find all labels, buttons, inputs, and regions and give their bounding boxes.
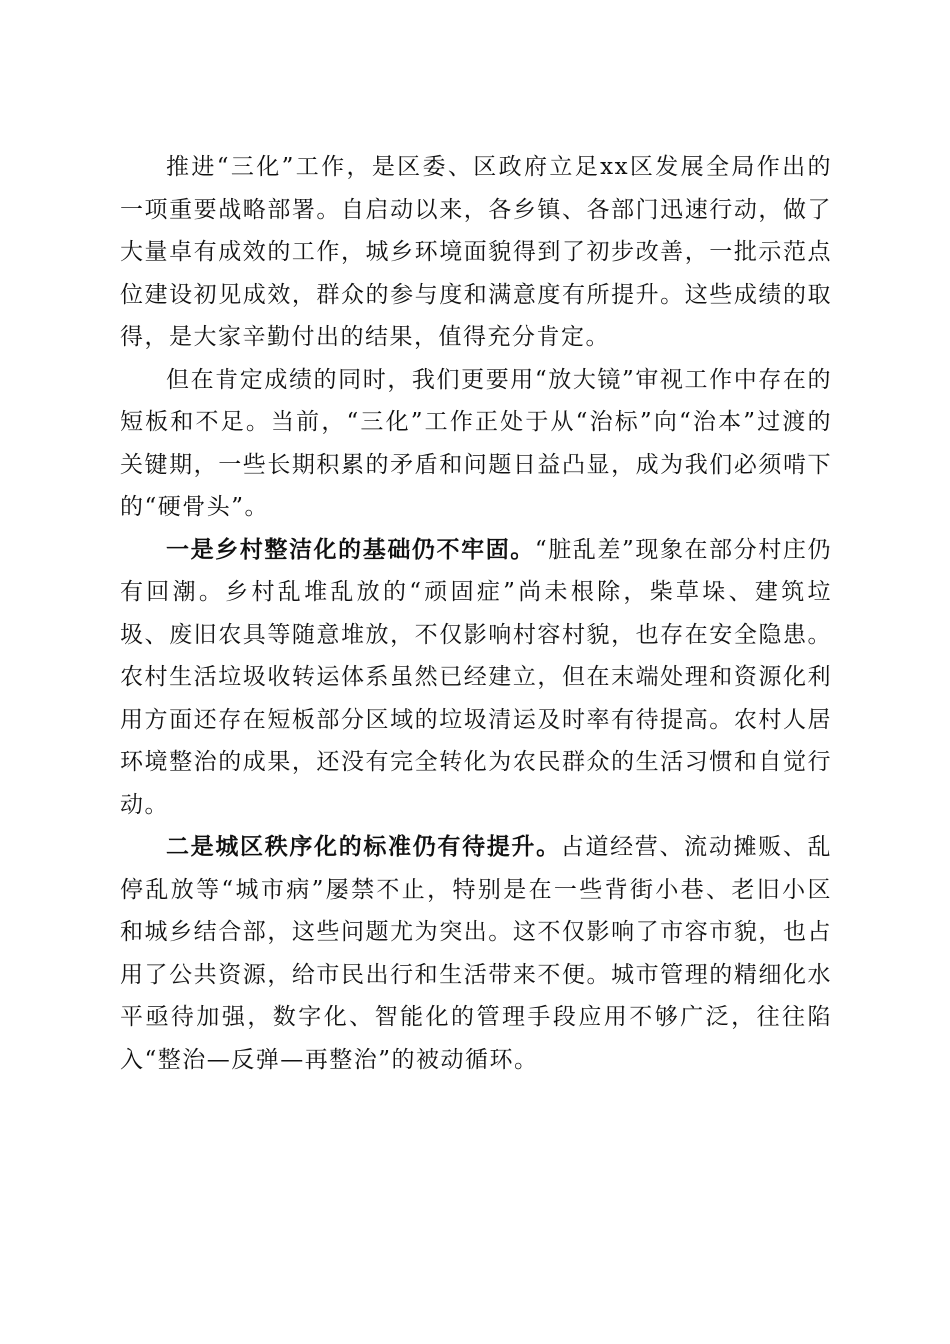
paragraph-rural-cleanliness bbox=[120, 529, 832, 827]
paragraph-text: 但在肯定成绩的同时，我们更要用“放大镜”审视工作中存在的短板和不足。当前，“三化”工作正处于从“治标”向“治本”过渡的关键期，一些长期积累的矛盾和问题日益凸显，成为我们必须啃下的“硬骨头”。 bbox=[120, 366, 832, 520]
paragraph-lead: 二是城区秩序化的标准仍有待提升。 bbox=[166, 833, 561, 860]
paragraph-urban-order bbox=[120, 826, 832, 1081]
paragraph-lead: 一是乡村整洁化的基础仍不牢固。 bbox=[166, 535, 535, 563]
paragraph-text: 推进“三化”工作，是区委、区政府立足xx区发展全局作出的一项重要战略部署。自启动以来，各乡镇、各部门迅速行动，做了大量卓有成效的工作，城乡环境面貌得到了初步改善，一批示范点位建设初见成效，群众的参与度和满意度有所提升。这些成绩的取得，是大家辛勤付出的结果，值得充分肯定。 bbox=[120, 154, 832, 350]
document-body bbox=[120, 146, 832, 1081]
paragraph-text: 占道经营、流动摊贩、乱停乱放等“城市病”屡禁不止，特别是在一些背街小巷、老旧小区和城乡结合部，这些问题尤为突出。这不仅影响了市容市貌，也占用了公共资源，给市民出行和生活带来不便。城市管理的精细化水平亟待加强，数字化、智能化的管理手段应用不够广泛，往往陷入“整治—反弹—再整治”的被动循环。 bbox=[120, 834, 833, 1073]
paragraph-text: “脏乱差”现象在部分村庄仍有回潮。乡村乱堆乱放的“顽固症”尚未根除，柴草垛、建筑垃圾、废旧农具等随意堆放，不仅影响村容村貌，也存在安全隐患。农村生活垃圾收转运体系虽然已经建立，但在末端处理和资源化利用方面还存在短板部分区域的垃圾清运及时率有待提高。农村人居环境整治的成果，还没有完全转化为农民群众的生活习惯和自觉行动。 bbox=[120, 536, 832, 818]
paragraph-intro bbox=[120, 146, 832, 359]
paragraph-shortcomings bbox=[120, 359, 832, 529]
